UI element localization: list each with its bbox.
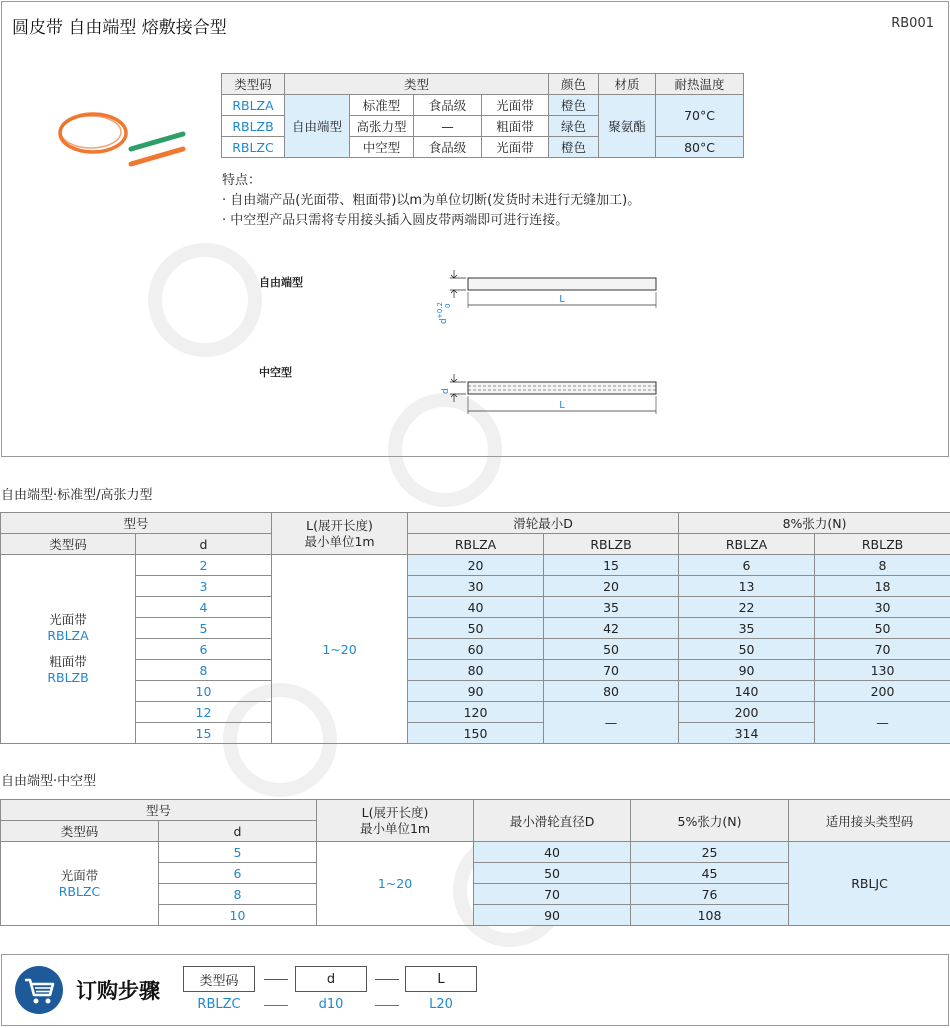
- pulley-b: 42: [544, 618, 679, 639]
- pulley-b: 20: [544, 576, 679, 597]
- order-value-d: d10: [318, 997, 344, 1012]
- pulley-value: 90: [474, 905, 631, 926]
- tol-plus: +0.2: [436, 302, 444, 319]
- section1-title: 自由端型·标准型/高张力型: [1, 488, 153, 503]
- length-label: L: [559, 294, 565, 305]
- d-value[interactable]: 10: [159, 905, 317, 926]
- d-value[interactable]: 15: [136, 723, 272, 744]
- order-separator: [264, 979, 288, 980]
- order-value-separator: [375, 1005, 399, 1006]
- feature-line: · 自由端产品(光面带、粗面带)以m为单位切断(发货时未进行无缝加工)。: [222, 193, 641, 208]
- product-code: RB001: [891, 16, 934, 31]
- header-model: 型号: [1, 513, 272, 534]
- header-color: 颜色: [549, 74, 599, 95]
- header-type: 类型: [285, 74, 549, 95]
- tension-b: 200: [815, 681, 950, 702]
- pulley-a: 50: [408, 618, 544, 639]
- orange-belt-segment: [131, 149, 183, 164]
- hollow-belt-drawing: [468, 382, 656, 394]
- header-sub-a: RBLZA: [408, 534, 544, 555]
- tension-a: 140: [679, 681, 815, 702]
- header-type-code: 类型码: [222, 74, 285, 95]
- feature-line: · 中空型产品只需将专用接头插入圆皮带两端即可进行连接。: [222, 213, 569, 228]
- pulley-a: 60: [408, 639, 544, 660]
- type-temp-c: 80°C: [656, 137, 744, 158]
- d-value[interactable]: 4: [136, 597, 272, 618]
- type-material: 聚氨酯: [599, 95, 656, 158]
- type-code-rblzb[interactable]: RBLZB: [222, 116, 285, 137]
- header-code: 类型码: [1, 821, 159, 842]
- type-code-rblzc[interactable]: RBLZC: [222, 137, 285, 158]
- d-value[interactable]: 5: [136, 618, 272, 639]
- header-temperature: 耐热温度: [656, 74, 744, 95]
- type-color: 橙色: [549, 95, 599, 116]
- type-surface: 粗面带: [482, 116, 549, 137]
- hollow-dia-label: d: [441, 388, 451, 394]
- solid-type-label: 自由端型: [259, 276, 303, 289]
- order-value-separator: [264, 1005, 288, 1006]
- d-value[interactable]: 12: [136, 702, 272, 723]
- dia-label: d: [439, 318, 449, 324]
- type-temp-ab: 70°C: [656, 95, 744, 137]
- pulley-b: 50: [544, 639, 679, 660]
- tension-b: 30: [815, 597, 950, 618]
- spec-table-hollow: [0, 799, 950, 926]
- tension-a: 200: [679, 702, 815, 723]
- header-tension: 5%张力(N): [631, 800, 789, 842]
- tension-b-dash: —: [815, 702, 950, 744]
- tension-b: 130: [815, 660, 950, 681]
- header-pulley: 滑轮最小D: [408, 513, 679, 534]
- header-code: 类型码: [1, 534, 136, 555]
- tension-b: 70: [815, 639, 950, 660]
- tension-value: 25: [631, 842, 789, 863]
- pulley-value: 70: [474, 884, 631, 905]
- pulley-a: 30: [408, 576, 544, 597]
- d-value[interactable]: 8: [159, 884, 317, 905]
- order-box-type-code: 类型码: [183, 966, 255, 992]
- order-title: 订购步骤: [76, 979, 160, 1003]
- d-value[interactable]: 6: [159, 863, 317, 884]
- pulley-value: 50: [474, 863, 631, 884]
- header-sub-b: RBLZB: [544, 534, 679, 555]
- header-d: d: [159, 821, 317, 842]
- type-color: 绿色: [549, 116, 599, 137]
- features-block: [222, 171, 640, 231]
- tension-a: 13: [679, 576, 815, 597]
- tension-value: 45: [631, 863, 789, 884]
- type-table: [221, 73, 744, 158]
- length-value: 1~20: [317, 842, 474, 926]
- type-kind: 中空型: [350, 137, 414, 158]
- shopping-cart-icon: [14, 965, 64, 1015]
- page-title: 圆皮带 自由端型 熔敷接合型: [12, 18, 227, 38]
- d-value[interactable]: 3: [136, 576, 272, 597]
- header-sub-b: RBLZB: [815, 534, 950, 555]
- header-d: d: [136, 534, 272, 555]
- order-steps-panel: [1, 954, 949, 1026]
- tension-b: 18: [815, 576, 950, 597]
- tension-a: 50: [679, 639, 815, 660]
- header-tension: 8%张力(N): [679, 513, 950, 534]
- tension-b: 8: [815, 555, 950, 576]
- type-food: 食品级: [414, 95, 482, 116]
- header-sub-a: RBLZA: [679, 534, 815, 555]
- pulley-b: 35: [544, 597, 679, 618]
- d-value[interactable]: 2: [136, 555, 272, 576]
- green-belt-segment: [131, 134, 183, 149]
- features-heading: 特点：: [222, 173, 262, 188]
- order-box-l: L: [405, 966, 477, 992]
- type-food: —: [414, 116, 482, 137]
- header-material: 材质: [599, 74, 656, 95]
- d-value[interactable]: 10: [136, 681, 272, 702]
- tension-value: 76: [631, 884, 789, 905]
- header-length: L(展开长度) 最小单位1m: [272, 513, 408, 555]
- group-cell: 光面带 RBLZA 粗面带 RBLZB: [1, 555, 136, 744]
- tension-b: 50: [815, 618, 950, 639]
- pulley-a: 80: [408, 660, 544, 681]
- pulley-a: 120: [408, 702, 544, 723]
- tension-a: 90: [679, 660, 815, 681]
- type-kind: 高张力型: [350, 116, 414, 137]
- type-surface: 光面带: [482, 95, 549, 116]
- pulley-value: 40: [474, 842, 631, 863]
- group-cell: 光面带 RBLZC: [1, 842, 159, 926]
- spec-table-standard: [0, 512, 950, 744]
- dimension-diagram: [430, 262, 670, 422]
- pulley-b: 80: [544, 681, 679, 702]
- solid-belt-drawing: [468, 278, 656, 290]
- type-kind: 标准型: [350, 95, 414, 116]
- type-code-rblza[interactable]: RBLZA: [222, 95, 285, 116]
- order-value-type-code: RBLZC: [197, 997, 241, 1012]
- pulley-b-dash: —: [544, 702, 679, 744]
- pulley-a: 40: [408, 597, 544, 618]
- pulley-b: 15: [544, 555, 679, 576]
- tol-zero: 0: [444, 303, 452, 308]
- pulley-b: 70: [544, 660, 679, 681]
- section2-title: 自由端型·中空型: [1, 774, 97, 789]
- tension-value: 108: [631, 905, 789, 926]
- order-box-d: d: [295, 966, 367, 992]
- type-surface: 光面带: [482, 137, 549, 158]
- type-group: 自由端型: [285, 95, 350, 158]
- joint-value: RBLJC: [789, 842, 950, 926]
- type-color: 橙色: [549, 137, 599, 158]
- tension-a: 22: [679, 597, 815, 618]
- hollow-length-label: L: [559, 400, 565, 411]
- d-value[interactable]: 5: [159, 842, 317, 863]
- pulley-a: 20: [408, 555, 544, 576]
- hollow-type-label: 中空型: [259, 366, 292, 379]
- tension-a: 35: [679, 618, 815, 639]
- header-pulley: 最小滑轮直径D: [474, 800, 631, 842]
- orange-belt-loop: [60, 114, 126, 152]
- d-value[interactable]: 8: [136, 660, 272, 681]
- tension-a: 6: [679, 555, 815, 576]
- belt-illustration: [55, 108, 190, 170]
- d-value[interactable]: 6: [136, 639, 272, 660]
- order-separator: [375, 979, 399, 980]
- type-food: 食品级: [414, 137, 482, 158]
- header-length: L(展开长度) 最小单位1m: [317, 800, 474, 842]
- pulley-a: 90: [408, 681, 544, 702]
- tension-a: 314: [679, 723, 815, 744]
- header-joint: 适用接头类型码: [789, 800, 950, 842]
- header-model: 型号: [1, 800, 317, 821]
- length-value: 1~20: [272, 555, 408, 744]
- pulley-a: 150: [408, 723, 544, 744]
- order-value-l: L20: [429, 997, 453, 1012]
